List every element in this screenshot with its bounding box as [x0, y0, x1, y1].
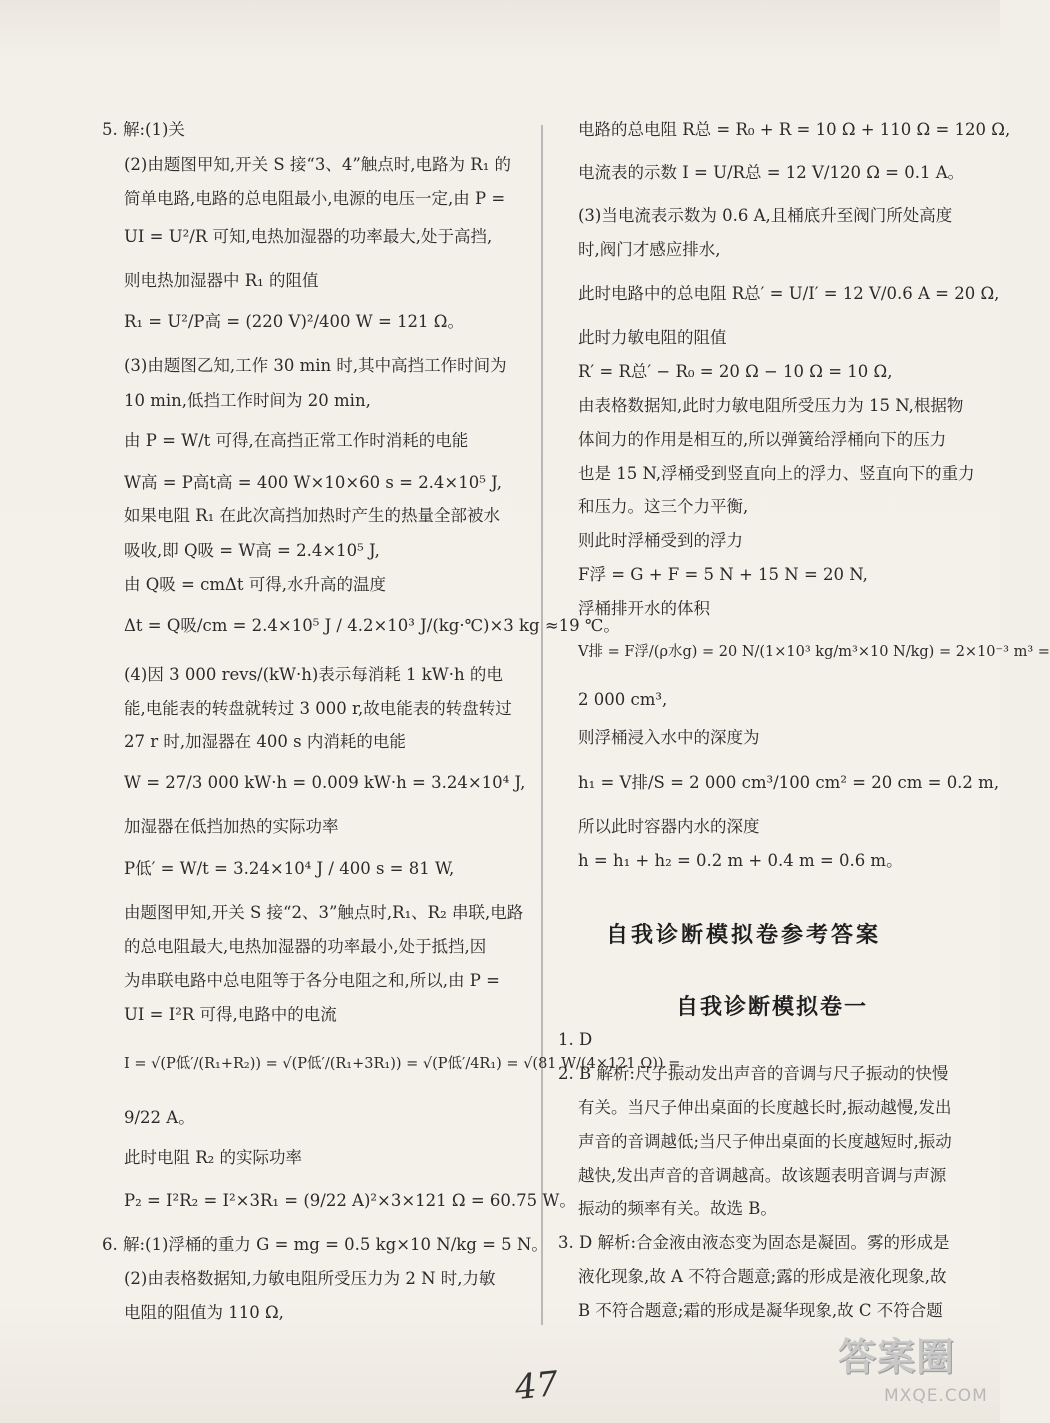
- left-text-line: 的总电阻最大,电热加湿器的功率最小,处于抵挡,因: [124, 937, 487, 956]
- left-text-line: 则电热加湿器中 R₁ 的阻值: [124, 271, 319, 290]
- right-text-line: 体间力的作用是相互的,所以弹簧给浮桶向下的压力: [578, 430, 947, 449]
- section-heading: 自我诊断模拟卷参考答案: [606, 923, 882, 948]
- watermark-logo-url: MXQE.COM: [884, 1386, 988, 1406]
- left-text-line: 简单电路,电路的总电阻最小,电源的电压一定,由 P =: [124, 189, 506, 208]
- left-text-line: UI = I²R 可得,电路中的电流: [124, 1005, 337, 1024]
- right-text-line: 2 000 cm³,: [578, 690, 668, 709]
- right-text-line: 和压力。这三个力平衡,: [578, 497, 749, 516]
- right-text-line: 时,阀门才感应排水,: [578, 240, 721, 259]
- left-text-line: P低′ = W/t = 3.24×10⁴ J / 400 s = 81 W,: [124, 859, 455, 878]
- left-text-line: Δt = Q吸/cm = 2.4×10⁵ J / 4.2×10³ J/(kg·℃)×3 kg ≈19 ℃。: [124, 616, 620, 635]
- left-text-line: 能,电能表的转盘就转过 3 000 r,故电能表的转盘转过: [124, 699, 512, 718]
- left-text-line: 5. 解:(1)关: [102, 120, 185, 139]
- watermark-logo-text: 答案圈: [838, 1335, 956, 1379]
- left-text-line: 10 min,低挡工作时间为 20 min,: [124, 391, 371, 410]
- right-text-line: 电流表的示数 I = U/R总 = 12 V/120 Ω = 0.1 A。: [578, 163, 965, 182]
- left-text-line: 由 Q吸 = cmΔt 可得,水升高的温度: [124, 575, 387, 594]
- right-text-line: R′ = R总′ − R₀ = 20 Ω − 10 Ω = 10 Ω,: [578, 362, 893, 381]
- left-text-line: R₁ = U²/P高 = (220 V)²/400 W = 121 Ω。: [124, 312, 464, 331]
- column-divider: [541, 125, 543, 1325]
- left-text-line: 6. 解:(1)浮桶的重力 G = mg = 0.5 kg×10 N/kg = 5 N。: [102, 1235, 548, 1254]
- right-text-line: 液化现象,故 A 不符合题意;露的形成是液化现象,故: [578, 1267, 947, 1286]
- left-text-line: (2)由表格数据知,力敏电阻所受压力为 2 N 时,力敏: [124, 1269, 496, 1288]
- right-text-line: 3. D 解析:合金液由液态变为固态是凝固。雾的形成是: [558, 1233, 950, 1252]
- right-text-line: 则浮桶浸入水中的深度为: [578, 728, 760, 747]
- left-text-line: (3)由题图乙知,工作 30 min 时,其中高挡工作时间为: [124, 356, 507, 375]
- sub-heading: 自我诊断模拟卷一: [676, 995, 869, 1020]
- right-text-line: h₁ = V排/S = 2 000 cm³/100 cm² = 20 cm = 0.2 m,: [578, 773, 1000, 792]
- left-text-line: 为串联电路中总电阻等于各分电阻之和,所以,由 P =: [124, 971, 500, 990]
- right-text-line: 也是 15 N,浮桶受到竖直向上的浮力、竖直向下的重力: [578, 464, 975, 483]
- page-number: 47: [513, 1363, 561, 1409]
- right-text-line: 有关。当尺子伸出桌面的长度越长时,振动越慢,发出: [578, 1098, 952, 1117]
- left-text-line: (4)因 3 000 revs/(kW·h)表示每消耗 1 kW·h 的电: [124, 665, 503, 684]
- left-text-line: 加湿器在低挡加热的实际功率: [124, 817, 339, 836]
- left-text-line: 此时电阻 R₂ 的实际功率: [124, 1148, 303, 1167]
- left-text-line: UI = U²/R 可知,电热加湿器的功率最大,处于高挡,: [124, 227, 493, 246]
- right-text-line: F浮 = G + F = 5 N + 15 N = 20 N,: [578, 565, 868, 584]
- right-text-line: 浮桶排开水的体积: [578, 599, 710, 618]
- right-text-line: 由表格数据知,此时力敏电阻所受压力为 15 N,根据物: [578, 396, 964, 415]
- left-text-line: (2)由题图甲知,开关 S 接“3、4”触点时,电路为 R₁ 的: [124, 155, 512, 174]
- right-text-line: (3)当电流表示数为 0.6 A,且桶底升至阀门所处高度: [578, 206, 953, 225]
- left-text-line: 由题图甲知,开关 S 接“2、3”触点时,R₁、R₂ 串联,电路: [124, 903, 524, 922]
- watermark-logo: [838, 1326, 988, 1410]
- left-text-line: W高 = P高t高 = 400 W×10×60 s = 2.4×10⁵ J,: [124, 473, 503, 492]
- left-text-line: 27 r 时,加湿器在 400 s 内消耗的电能: [124, 732, 406, 751]
- right-text-line: 越快,发出声音的音调越高。故该题表明音调与声源: [578, 1166, 947, 1185]
- left-text-line: W = 27/3 000 kW·h = 0.009 kW·h = 3.24×10⁴ J,: [124, 773, 526, 792]
- right-text-line: 此时电路中的总电阻 R总′ = U/I′ = 12 V/0.6 A = 20 Ω,: [578, 284, 1000, 303]
- right-text-line: 2. B 解析:尺子振动发出声音的音调与尺子振动的快慢: [558, 1064, 949, 1083]
- left-text-line: 由 P = W/t 可得,在高挡正常工作时消耗的电能: [124, 431, 469, 450]
- right-text-line: V排 = F浮/(ρ水g) = 20 N/(1×10³ kg/m³×10 N/kg) = 2×10⁻³ m³ =: [578, 644, 1050, 660]
- right-text-line: 声音的音调越低;当尺子伸出桌面的长度越短时,振动: [578, 1132, 952, 1151]
- right-text-line: 电路的总电阻 R总 = R₀ + R = 10 Ω + 110 Ω = 120 Ω,: [578, 120, 1011, 139]
- left-text-line: 如果电阻 R₁ 在此次高挡加热时产生的热量全部被水: [124, 506, 501, 525]
- left-text-line: 吸收,即 Q吸 = W高 = 2.4×10⁵ J,: [124, 541, 380, 560]
- right-text-line: 所以此时容器内水的深度: [578, 817, 760, 836]
- right-text-line: 1. D: [558, 1030, 593, 1049]
- right-text-line: h = h₁ + h₂ = 0.2 m + 0.4 m = 0.6 m。: [578, 851, 903, 870]
- right-text-line: 此时力敏电阻的阻值: [578, 328, 727, 347]
- left-text-line: 9/22 A。: [124, 1108, 195, 1127]
- right-text-line: 振动的频率有关。故选 B。: [578, 1199, 777, 1218]
- right-text-line: B 不符合题意;霜的形成是凝华现象,故 C 不符合题: [578, 1301, 943, 1320]
- left-text-line: 电阻的阻值为 110 Ω,: [124, 1303, 284, 1322]
- right-text-line: 则此时浮桶受到的浮力: [578, 531, 743, 550]
- left-text-line: I = √(P低′/(R₁+R₂)) = √(P低′/(R₁+3R₁)) = √(P低′/4R₁) = √(81 W/(4×121 Ω)) =: [124, 1056, 681, 1072]
- left-text-line: P₂ = I²R₂ = I²×3R₁ = (9/22 A)²×3×121 Ω = 60.75 W。: [124, 1191, 576, 1210]
